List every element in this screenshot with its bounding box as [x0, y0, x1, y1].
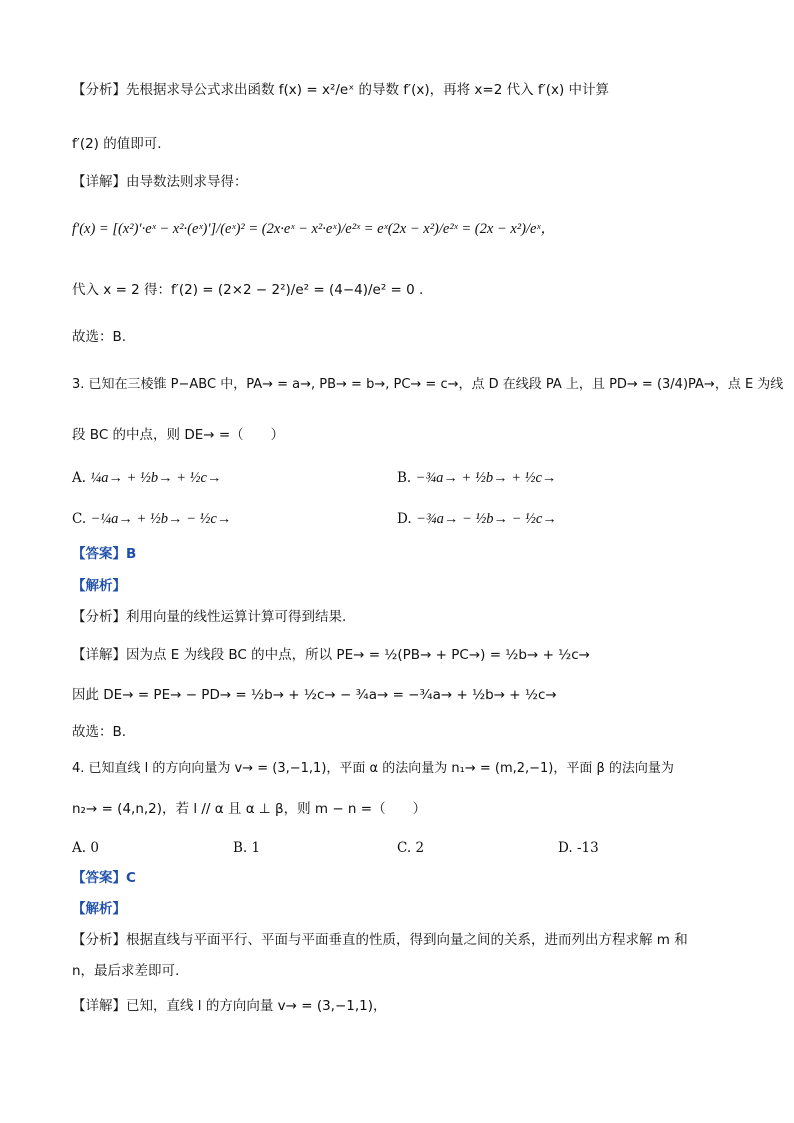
q3-analysis: [72, 611, 346, 625]
option-text: 0: [90, 840, 99, 856]
text: 4. 已知直线 l 的方向向量为 v→ = (3,−1,1)，平面 α 的法向量为 n₁→ = (m,2,−1)，平面 β 的法向量为: [72, 761, 674, 776]
option-text: −¾a→ + ½b→ + ½c→: [415, 470, 557, 486]
q3-detail: [72, 649, 590, 663]
option-text: ¼a→ + ½b→ + ½c→: [90, 470, 222, 486]
derivative-formula: [72, 222, 555, 237]
analysis-heading: 【解析】: [72, 901, 126, 917]
option-label: C.: [397, 840, 412, 856]
q4-analysis-2: [72, 965, 179, 979]
analysis-line-1: [72, 84, 609, 98]
analysis-text: 先根据求导公式求出函数 f(x) = x²/eˣ 的导数 f′(x)，再将 x=2 代入 f′(x) 中计算: [126, 82, 610, 98]
detail-tag: 【详解】: [72, 647, 126, 663]
q3-choice: [72, 726, 126, 740]
option-text: -13: [576, 840, 599, 856]
option-label: A.: [72, 840, 87, 856]
text: 因为点 E 为线段 BC 的中点，所以 PE→ = ½(PB→ + PC→) = ½b→ + ½c→: [126, 647, 590, 663]
q4-option-a: [72, 840, 99, 856]
answer-tag: 【答案】C: [72, 870, 136, 886]
q4-detail: [72, 1000, 387, 1014]
option-text: 2: [415, 840, 425, 856]
text: n₂→ = (4,n,2)，若 l // α 且 α ⊥ β，则 m − n =（ ）: [72, 801, 427, 817]
formula: f′(x) = [(x²)′·eˣ − x²·(eˣ)′]/(eˣ)² = (2x·eˣ − x²·eˣ)/e²ˣ = eˣ(2x − x²)/e²ˣ = (2x − x²)/eˣ，: [72, 221, 556, 237]
q3-option-d: [397, 511, 557, 528]
answer-tag: 【答案】B: [72, 546, 137, 562]
detail-heading: [72, 176, 248, 190]
option-label: C.: [72, 511, 87, 527]
analysis-line-2: [72, 138, 162, 152]
answer-choice-line: [72, 331, 126, 345]
text: 已知，直线 l 的方向向量 v→ = (3,−1,1)，: [126, 998, 387, 1014]
text: 由导数法则求导得：: [126, 174, 248, 190]
q4-answer: [72, 872, 136, 886]
question-3-stem: [72, 378, 783, 391]
analysis-tag: 【分析】: [72, 932, 126, 948]
question-4-stem-2: [72, 803, 426, 817]
analysis-tag: 【分析】: [72, 609, 126, 625]
substitution-line: [72, 284, 423, 298]
option-label: B.: [233, 840, 248, 856]
text: n，最后求差即可.: [72, 963, 180, 979]
analysis-tag: 【分析】: [72, 82, 126, 98]
option-label: D.: [397, 511, 412, 527]
option-text: −¼a→ + ½b→ − ½c→: [90, 511, 232, 527]
analysis-heading: 【解析】: [72, 578, 126, 594]
q3-option-c: [72, 511, 231, 528]
text: 因此 DE→ = PE→ − PD→ = ½b→ + ½c→ − ¾a→ = −¾a→ + ½b→ + ½c→: [72, 687, 557, 703]
q3-option-b: [397, 470, 556, 487]
text: 故选：B.: [72, 724, 127, 740]
detail-tag: 【详解】: [72, 174, 126, 190]
question-4-stem: [72, 762, 674, 775]
q4-option-d: [558, 840, 599, 856]
text: 利用向量的线性运算计算可得到结果.: [126, 609, 347, 625]
q4-option-c: [397, 840, 424, 856]
q3-detail-2: [72, 689, 557, 703]
q3-analysis-heading: [72, 580, 126, 594]
text: f′(2) 的值即可.: [72, 136, 162, 152]
option-text: 1: [251, 840, 261, 856]
text: 代入 x = 2 得：f′(2) = (2×2 − 2²)/e² = (4−4)/e² = 0 .: [72, 282, 424, 298]
text: 根据直线与平面平行、平面与平面垂直的性质，得到向量之间的关系，进而列出方程求解 m 和: [126, 932, 688, 948]
q4-analysis: [72, 934, 688, 948]
text: 段 BC 的中点，则 DE→ =（ ）: [72, 427, 285, 443]
detail-tag: 【详解】: [72, 998, 126, 1014]
option-label: D.: [558, 840, 573, 856]
question-3-stem-2: [72, 429, 284, 443]
option-label: B.: [397, 470, 412, 486]
text: 故选：B.: [72, 329, 127, 345]
option-text: −¾a→ − ½b→ − ½c→: [415, 511, 557, 527]
q3-option-a: [72, 470, 221, 487]
q4-analysis-heading: [72, 903, 126, 917]
q3-answer: [72, 548, 136, 562]
q4-option-b: [233, 840, 260, 856]
option-label: A.: [72, 470, 87, 486]
text: 3. 已知在三棱锥 P−ABC 中，PA→ = a→, PB→ = b→, PC→ = c→，点 D 在线段 PA 上，且 PD→ = (3/4)PA→，点 E 为线: [72, 377, 784, 392]
